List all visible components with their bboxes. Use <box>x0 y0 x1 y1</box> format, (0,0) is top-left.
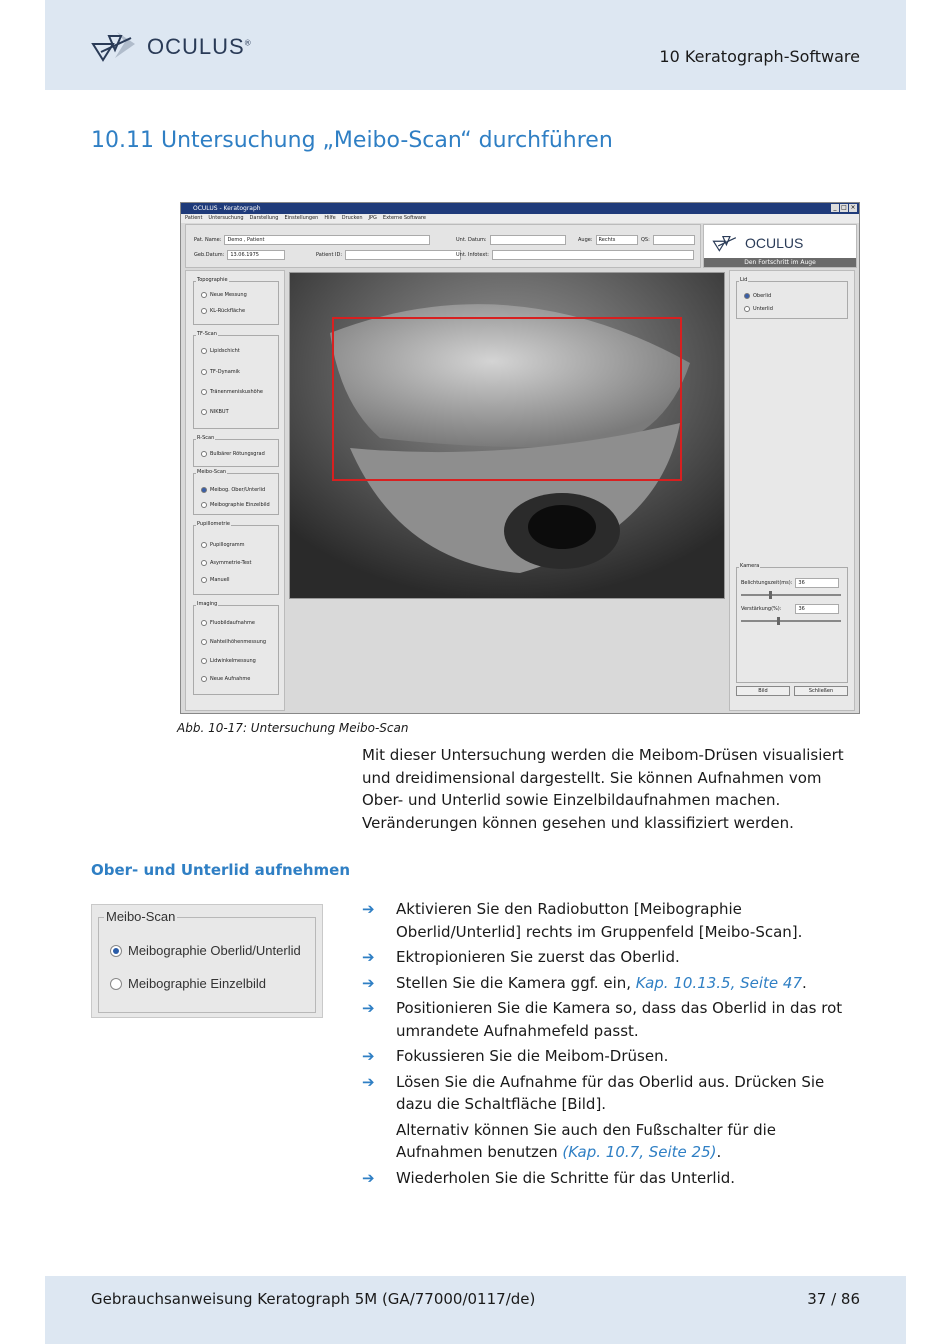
radio-lipidschicht[interactable]: Lipidschicht <box>201 348 240 354</box>
radio-kl-rueckflaeche[interactable]: KL-Rückfläche <box>201 308 245 314</box>
menu-item: Untersuchung <box>208 215 244 221</box>
step-item: ➔ Ektropionieren Sie zuerst das Oberlid. <box>362 946 858 969</box>
radio-traenenmeniskus[interactable]: Tränenmeniskushöhe <box>201 389 263 395</box>
patient-id-field: Patient ID: <box>316 250 461 260</box>
radio-meibographie-oberlid-unterlid[interactable]: Meibographie Oberlid/Unterlid <box>110 943 301 958</box>
oculus-logo-icon <box>91 30 141 64</box>
page-number: 37 / 86 <box>807 1290 860 1308</box>
subheading: Ober- und Unterlid aufnehmen <box>91 861 351 879</box>
software-screenshot <box>180 202 860 714</box>
group-meibo-scan: Meibo-Scan Meibog. Ober/Unterlid Meibographie Einzelbild <box>193 473 279 515</box>
close-icon: × <box>850 204 856 211</box>
step-item: ➔ Stellen Sie die Kamera ggf. ein, Kap. 10.13.5, Seite 47. <box>362 972 858 995</box>
menu-bar <box>181 214 859 223</box>
menu-item: Darstellung <box>249 215 279 221</box>
radio-nikbut[interactable]: NIKBUT <box>201 409 229 415</box>
exam-selection-panel <box>185 270 285 711</box>
verstaerkung-input[interactable]: 36 <box>795 604 839 614</box>
group-pupillometrie: Pupillometrie Pupillogramm Asymmetrie-Test Manuell <box>193 525 279 595</box>
pat-name-field: Pat. Name: Demo , Patient <box>194 235 430 245</box>
radio-bulbaerer-roetungsgrad[interactable]: Bulbärer Rötungsgrad <box>201 451 265 457</box>
arrow-right-icon: ➔ <box>362 999 375 1017</box>
meibo-scan-group-image <box>91 904 323 1018</box>
group-kamera: Kamera Belichtungszeit(ms): 36 Verstärkung(%): 36 <box>736 567 848 683</box>
eye-camera-view <box>289 272 725 599</box>
radio-unselected-icon <box>110 978 122 990</box>
bild-button[interactable]: Bild <box>736 686 790 696</box>
radio-selected-icon <box>110 945 122 957</box>
step-item: ➔ Wiederholen Sie die Schritte für das Unterlid. <box>362 1167 858 1190</box>
radio-neue-aufnahme[interactable]: Neue Aufnahme <box>201 676 250 682</box>
arrow-right-icon: ➔ <box>362 948 375 966</box>
verstaerkung-slider[interactable] <box>741 620 841 622</box>
qs-field: QS: <box>641 235 695 245</box>
step-note: Alternativ können Sie auch den Fußschalter für die Aufnahmen benutzen (Kap. 10.7, Seite 25). <box>396 1120 776 1161</box>
auge-field: Auge: Rechts <box>578 235 638 245</box>
radio-fluobildaufnahme[interactable]: Fluobildaufnahme <box>201 620 255 626</box>
step-item: ➔ Positionieren Sie die Kamera so, dass das Oberlid in das rot umrandete Aufnahmefeld passt. <box>362 997 858 1042</box>
group-topographie: Topographie Neue Messung KL-Rückfläche <box>193 281 279 325</box>
menu-item: Drucken <box>341 215 363 221</box>
radio-meibographie-einzelbild[interactable]: Meibographie Einzelbild <box>201 502 270 508</box>
patient-info-panel <box>185 224 701 268</box>
arrow-right-icon: ➔ <box>362 973 375 992</box>
belichtungszeit-slider[interactable] <box>741 594 841 596</box>
chapter-title: 10 Keratograph-Software <box>659 47 860 66</box>
figure-caption: Abb. 10-17: Untersuchung Meibo-Scan <box>177 721 409 735</box>
arrow-right-icon: ➔ <box>362 900 375 918</box>
belichtungszeit-input[interactable]: 36 <box>795 578 839 588</box>
radio-unterlid[interactable]: Unterlid <box>744 306 773 312</box>
section-heading: Untersuchung „Meibo-Scan“ durchführen <box>160 128 613 153</box>
radio-lidwinkelmessung[interactable]: Lidwinkelmessung <box>201 658 256 664</box>
radio-pupillogramm[interactable]: Pupillogramm <box>201 542 245 548</box>
menu-item: Einstellungen <box>284 215 319 221</box>
radio-oberlid[interactable]: Oberlid <box>744 293 771 299</box>
radio-manuell[interactable]: Manuell <box>201 577 230 583</box>
arrow-right-icon: ➔ <box>362 1047 375 1065</box>
settings-panel <box>729 270 855 711</box>
logo-wordmark: OCULUS® <box>147 34 252 59</box>
geb-datum-field: Geb.Datum: 13.06.1975 <box>194 250 285 260</box>
belichtungszeit-field: Belichtungszeit(ms): 36 <box>741 578 839 588</box>
menu-item: Hilfe <box>324 215 336 221</box>
radio-nahteilhoehenmessung[interactable]: Nahteilhöhenmessung <box>201 639 266 645</box>
group-lid: Lid Oberlid Unterlid <box>736 281 848 319</box>
menu-item: Externe Software <box>382 215 426 221</box>
step-item: ➔ Lösen Sie die Aufnahme für das Oberlid aus. Drücken Sie dazu die Schaltfläche [Bild]. <box>362 1071 858 1116</box>
radio-neue-messung[interactable]: Neue Messung <box>201 292 247 298</box>
arrow-right-icon: ➔ <box>362 1072 375 1091</box>
unt-datum-field: Unt. Datum: <box>456 235 566 245</box>
reference-link[interactable]: (Kap. 10.7, Seite 25) <box>562 1143 717 1161</box>
group-tf-scan: TF-Scan Lipidschicht TF-Dynamik Tränenmeniskushöhe NIKBUT <box>193 335 279 429</box>
eye-image <box>290 273 725 599</box>
logo-subtitle: Den Fortschritt im Auge <box>704 258 856 267</box>
maximize-icon: □ <box>841 204 847 211</box>
slider-handle[interactable] <box>777 617 780 625</box>
meibo-scan-frame <box>98 917 316 1013</box>
unt-infotext-field: Unt. Infotext: <box>456 250 694 260</box>
schliessen-button[interactable]: Schließen <box>794 686 848 696</box>
menu-item: JPG <box>368 215 377 221</box>
document-title: Gebrauchsanweisung Keratograph 5M (GA/77000/0117/de) <box>91 1290 536 1308</box>
oculus-logo <box>91 30 252 64</box>
section-number: 10.11 <box>91 128 154 153</box>
intro-paragraph: Mit dieser Untersuchung werden die Meibom-Drüsen visualisiert und dreidimensional dargestellt. Sie können Aufnahmen vom Ober- und Unterlid sowie Einzelbildaufnahmen machen. Veränderungen können gesehen und klassifiziert werden. <box>362 746 844 832</box>
radio-meibographie-einzelbild[interactable]: Meibographie Einzelbild <box>110 976 266 991</box>
arrow-right-icon: ➔ <box>362 1168 375 1187</box>
minimize-icon: _ <box>831 204 839 212</box>
slider-handle[interactable] <box>769 591 772 599</box>
radio-meibog-ober-unterlid[interactable]: Meibog. Ober/Unterlid <box>201 487 265 493</box>
group-r-scan: R-Scan Bulbärer Rötungsgrad <box>193 439 279 467</box>
window-titlebar: OCULUS - Keratograph _ □ × <box>181 203 859 214</box>
radio-tf-dynamik[interactable]: TF-Dynamik <box>201 369 240 375</box>
meibo-scan-title: Meibo-Scan <box>106 909 176 924</box>
verstaerkung-field: Verstärkung(%): 36 <box>741 604 839 614</box>
window-controls <box>831 204 857 212</box>
section-title <box>91 128 613 153</box>
page-header <box>45 0 906 90</box>
reference-link[interactable]: Kap. 10.13.5, Seite 47 <box>635 973 803 992</box>
page-footer <box>45 1276 906 1344</box>
step-item: ➔ Fokussieren Sie die Meibom-Drüsen. <box>362 1045 858 1068</box>
oculus-logo-icon <box>712 233 742 253</box>
menu-item: Patient <box>185 215 203 221</box>
radio-asymmetrie-test[interactable]: Asymmetrie-Test <box>201 560 251 566</box>
step-item: ➔ Aktivieren Sie den Radiobutton [Meibographie Oberlid/Unterlid] rechts im Gruppenfeld [Meibo-Scan]. <box>362 898 858 943</box>
group-imaging: Imaging Fluobildaufnahme Nahteilhöhenmessung Lidwinkelmessung Neue Aufnahme <box>193 605 279 695</box>
instruction-steps <box>362 898 858 1192</box>
oculus-logo-box: OCULUS Den Fortschritt im Auge <box>703 224 857 268</box>
